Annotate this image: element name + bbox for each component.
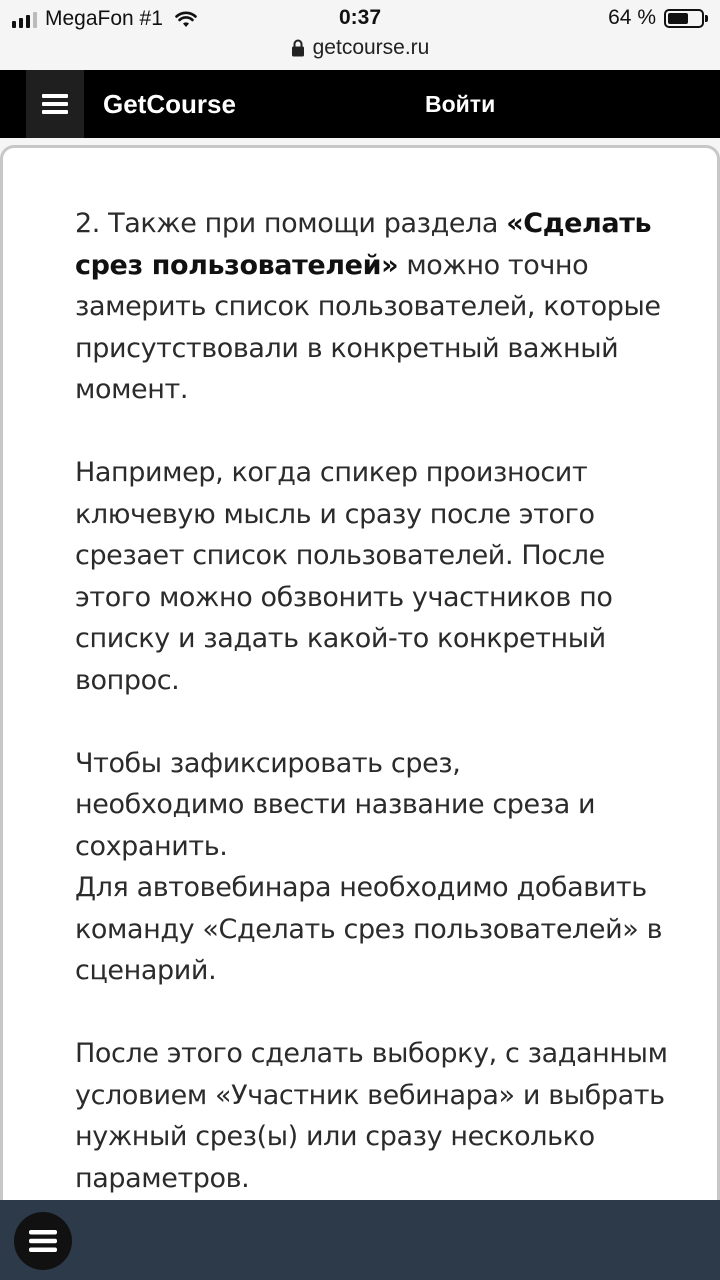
hamburger-icon [42,93,68,115]
paragraph-1 [75,203,675,411]
paragraph-3-line-3: Для автовебинара необходимо добавить команду «Сделать срез пользователей» в сценарий. [75,872,663,986]
status-bar [0,0,720,36]
url-text: getcourse.ru [312,36,430,59]
paragraph-4: После этого сделать выборку, с заданным условием «Участник вебинара» и выбрать нужный срез(ы) или сразу несколько параметров. [75,1038,668,1194]
menu-button[interactable] [26,70,84,138]
brand-logo-text[interactable]: GetCourse [103,89,236,119]
content-card [0,145,720,1205]
carrier-name: MegaFon #1 [45,7,163,30]
lock-icon [291,39,305,57]
hamburger-icon [29,1229,57,1253]
bottom-bar [0,1200,720,1280]
battery-fill [668,13,688,24]
p1-prefix: 2. Также при помощи раздела [75,208,507,239]
status-right [608,6,704,30]
p1-bold: «Сделать срез пользователей» [75,208,652,281]
login-link[interactable]: Войти [425,91,496,117]
battery-percent: 64 % [608,6,656,29]
paragraph-3-line-2: необходимо ввести название среза и сохранить. [75,789,596,862]
app-header [0,70,720,138]
article-text [75,203,675,1199]
floating-menu-button[interactable] [14,1212,72,1270]
p1-suffix: можно точно замерить список пользователей, которые присутствовали в конкретный важный момент. [75,249,661,405]
paragraph-2: Например, когда спикер произносит ключевую мысль и сразу после этого срезает список пользователей. После этого можно обзвонить участников по списку и задать какой-то конкретный вопрос. [75,457,613,696]
clock: 0:37 [338,6,382,29]
paragraph-3-line-1: Чтобы зафиксировать срез, [75,747,461,779]
battery-icon [664,9,704,28]
url-bar[interactable] [0,36,720,70]
